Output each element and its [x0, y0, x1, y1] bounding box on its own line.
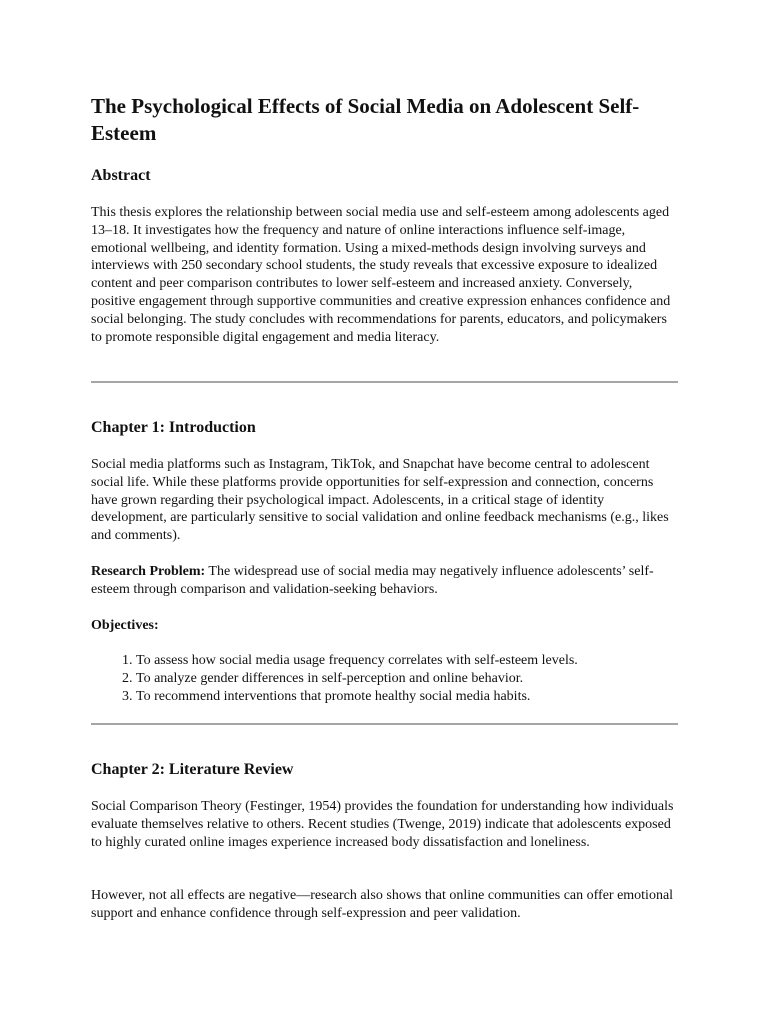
- objective-item: 1. To assess how social media usage frequency correlates with self-esteem levels.: [136, 652, 578, 670]
- document-title: The Psychological Effects of Social Media on Adolescent Self-Esteem: [91, 94, 640, 145]
- chapter-2-heading: Chapter 2: Literature Review: [91, 761, 294, 778]
- objective-item: 3. To recommend interventions that promote healthy social media habits.: [136, 688, 578, 706]
- research-problem: [91, 563, 678, 599]
- research-problem-text: The widespread use of social media may negatively influence adolescents’ self-esteem through comparison and validation-seeking behaviors.: [91, 564, 654, 597]
- abstract-body: This thesis explores the relationship between social media use and self-esteem among adolescents aged 13–18. It investigates how the frequency and nature of online interactions influence self-image, emotional wellbeing, and identity formation. Using a mixed-methods design involving surveys and interviews with 250 secondary school students, the study reveals that excessive exposure to idealized content and peer comparison contributes to lower self-esteem and increased anxiety. Conversely, positive engagement through supportive communities and creative expression enhances confidence and social belonging. The study concludes with recommendations for parents, educators, and policymakers to promote responsible digital engagement and media literacy.: [91, 205, 671, 345]
- abstract-heading: Abstract: [91, 167, 151, 184]
- objective-item: 2. To analyze gender differences in self-perception and online behavior.: [136, 670, 578, 688]
- chapter-2-paragraph-1: Social Comparison Theory (Festinger, 1954) provides the foundation for understanding how individuals evaluate themselves relative to others. Recent studies (Twenge, 2019) indicate that adolescents exposed to highly curated online images experience increased body dissatisfaction and loneliness.: [91, 799, 674, 850]
- section-divider: [91, 723, 678, 725]
- chapter-1-paragraph: Social media platforms such as Instagram, TikTok, and Snapchat have become central to adolescent social life. While these platforms provide opportunities for self-expression and connection, concerns have grown regarding their psychological impact. Adolescents, in a critical stage of identity development, are particularly sensitive to social validation and online feedback mechanisms (e.g., likes and comments).: [91, 457, 669, 544]
- objectives-label: Objectives:: [91, 618, 159, 633]
- research-problem-label: Research Problem:: [91, 564, 206, 579]
- section-divider: [91, 381, 678, 383]
- objectives-list: [91, 652, 578, 705]
- chapter-2-paragraph-2: However, not all effects are negative—research also shows that online communities can offer emotional support and enhance confidence through self-expression and peer validation.: [91, 888, 674, 921]
- chapter-1-heading: Chapter 1: Introduction: [91, 419, 256, 436]
